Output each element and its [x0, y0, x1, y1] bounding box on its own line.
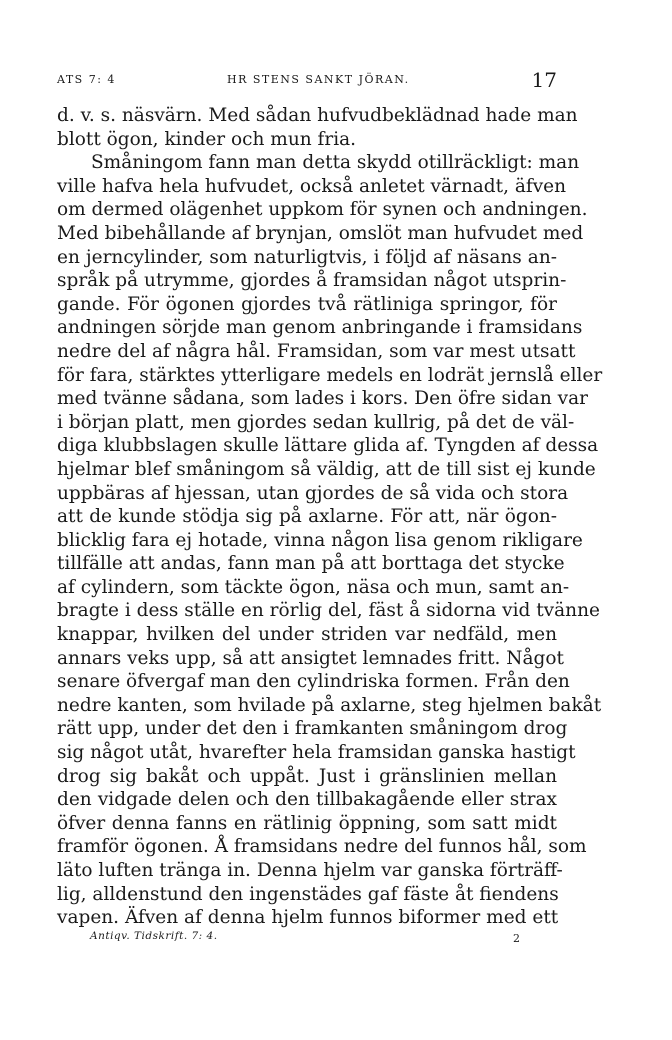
signature-number: 2 — [513, 932, 520, 945]
text-line: af cylindern, som täckte ögon, näsa och mun, samt an- — [57, 576, 570, 598]
text-line: senare öfvergaf man den cylindriska formen. Från den — [57, 671, 570, 693]
header-title: HR STENS SANKT JÖRAN. — [227, 73, 410, 86]
text-line: ville hafva hela hufvudet, också anletet värnadt, äfven — [57, 175, 567, 197]
text-line: läto luften tränga in. Denna hjelm var ganska förträff- — [57, 860, 563, 881]
text-line: vapen. Äfven af denna hjelm funnos biformer med ett — [57, 907, 559, 929]
text-line: andningen sörjde man genom anbringande i framsidans — [57, 317, 583, 339]
text-line: lig, alldenstund den ingenstädes gaf fäste åt fiendens — [57, 883, 559, 905]
text-line: diga klubbslagen skulle lättare glida af. Tyngden af dessa — [57, 435, 599, 457]
body-text — [57, 104, 603, 930]
page-number: 17 — [531, 68, 557, 92]
text-line: gande. För ögonen gjordes två rätliniga springor, för — [57, 293, 557, 315]
text-line: hjelmar blef småningom så väldig, att de till sist ej kunde — [57, 458, 596, 480]
text-line: blott ögon, kinder och mun fria. — [57, 128, 357, 150]
text-line: uppbäras af hjessan, utan gjordes de så vida och stora — [57, 482, 569, 504]
text-line: om dermed olägenhet uppkom för synen och andningen. — [57, 199, 588, 221]
text-line: blicklig fara ej hotade, vinna någon lisa genom rikligare — [57, 529, 583, 551]
text-line: annars veks upp, så att ansigtet lemnades fritt. Något — [57, 647, 564, 669]
text-line: att de kunde stödja sig på axlarne. För att, när ögon- — [57, 506, 557, 528]
text-line: knappar, hvilken del under striden var nedfäld, men — [57, 624, 557, 646]
text-line: framför ögonen. Å framsidans nedre del funnos hål, som — [57, 836, 587, 858]
text-line: öfver denna fanns en rätlinig öppning, som satt midt — [57, 812, 557, 834]
text-line: tillfälle att andas, fann man på att borttaga det stycke — [57, 553, 565, 575]
text-line: med tvänne sådana, som lades i kors. Den öfre sidan var — [57, 388, 588, 410]
text-line: Småningom fann man detta skydd otillräckligt: man — [91, 152, 580, 174]
running-header — [57, 68, 557, 92]
text-line: språk på utrymme, gjordes å framsidan något utsprin- — [57, 270, 567, 292]
text-line: rätt upp, under det den i framkanten småningom drog — [57, 718, 568, 740]
text-line: Med bibehållande af brynjan, omslöt man hufvudet med — [57, 222, 584, 244]
text-line: nedre del af några hål. Framsidan, som var mest utsatt — [57, 340, 576, 362]
header-left-text: ATS 7: 4 — [57, 73, 116, 86]
text-line: den vidgade delen och den tillbakagående eller strax — [57, 789, 557, 811]
text-line: d. v. s. näsvärn. Med sådan hufvudbeklädnad hade man — [57, 105, 578, 126]
text-line: nedre kanten, som hvilade på axlarne, steg hjelmen bakåt — [57, 694, 602, 716]
printer-signature: Antiqv. Tidskrift. 7: 4. — [90, 930, 218, 942]
text-line: för fara, stärktes ytterligare medels en lodrät jernslå eller — [57, 364, 603, 386]
text-line: drog sig bakåt och uppåt. Just i gränslinien mellan — [57, 765, 557, 787]
text-line: sig något utåt, hvarefter hela framsidan ganska hastigt — [57, 742, 576, 764]
text-line: i början platt, men gjordes sedan kullrig, på det de väl- — [57, 411, 575, 433]
signature-footer — [90, 930, 520, 950]
text-line: bragte i dess ställe en rörlig del, fäst å sidorna vid tvänne — [57, 600, 600, 622]
text-line: en jerncylinder, som naturligtvis, i följd af näsans an- — [57, 246, 557, 268]
